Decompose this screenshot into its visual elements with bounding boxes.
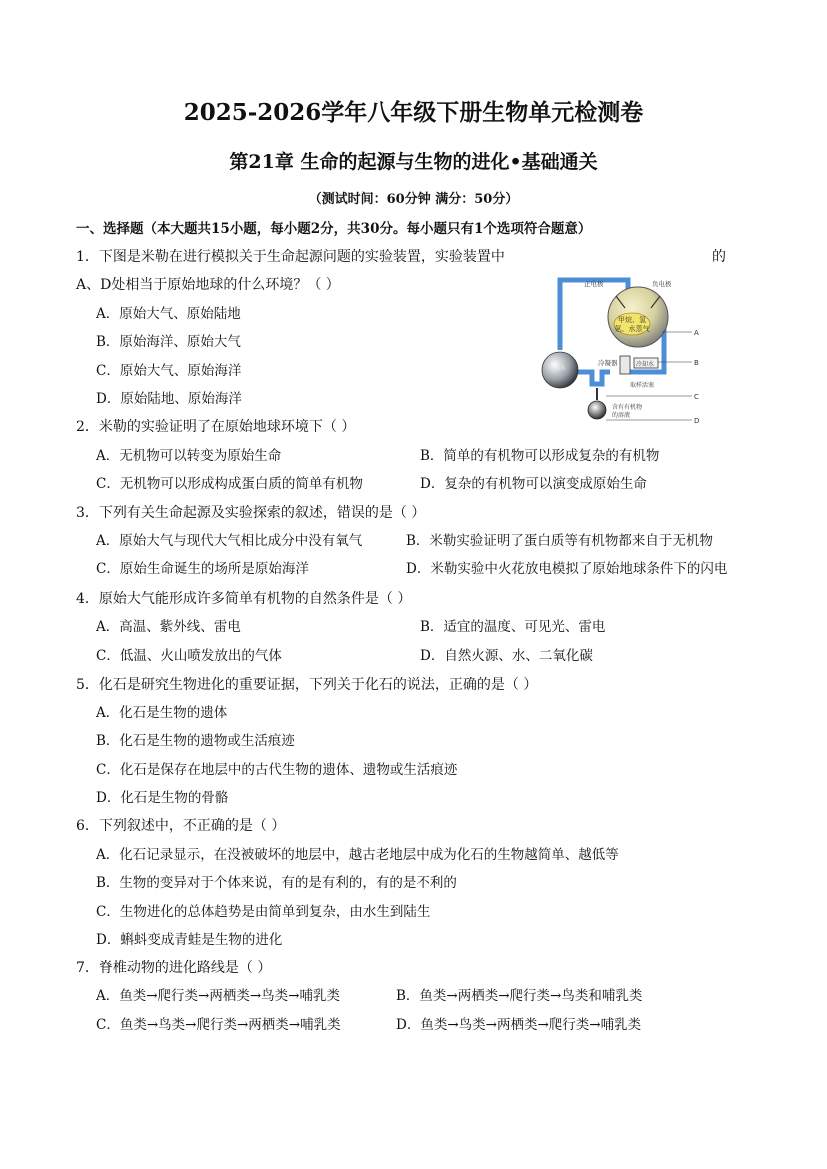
exam-meta: （测试时间：60分钟 满分：50分） [308, 192, 519, 207]
option-d: D．鱼类→鸟类→两栖类→爬行类→哺乳类 [396, 1017, 642, 1033]
option-d: D．蝌蚪变成青蛙是生物的进化 [96, 932, 283, 948]
option-b: B．原始海洋、原始大气 [96, 334, 241, 350]
option-c: C．低温、火山喷发放出的气体 [96, 648, 282, 664]
question-stem: 5．化石是研究生物进化的重要证据，下列关于化石的说法，正确的是（ ） [76, 677, 538, 693]
marker-c: C [694, 393, 699, 401]
option-c: C．无机物可以形成构成蛋白质的简单有机物 [96, 476, 363, 492]
gas-label-1: 甲烷、氢 [618, 316, 646, 324]
option-b: B．化石是生物的遗物或生活痕迹 [96, 733, 295, 749]
option-a: A．原始大气、原始陆地 [96, 306, 241, 322]
label-electrode-left: 正电极 [584, 280, 604, 288]
question-stem: 4．原始大气能形成许多简单有机物的自然条件是（ ） [76, 591, 412, 607]
option-b: B．生物的变异对于个体来说，有的是有利的，有的是不利的 [96, 875, 457, 891]
option-a: A．高温、紫外线、雷电 [96, 619, 241, 635]
marker-d: D [694, 417, 700, 425]
option-b: B．鱼类→两栖类→爬行类→鸟类和哺乳类 [396, 988, 643, 1004]
marker-b: B [694, 359, 699, 367]
option-d: D．化石是生物的骨骼 [96, 790, 229, 806]
condenser [620, 356, 630, 374]
option-c: C．化石是保存在地层中的古代生物的遗体、遗物或生活痕迹 [96, 762, 458, 778]
gas-label-2: 氨、水蒸气 [614, 325, 650, 333]
sample-bulb [588, 401, 606, 419]
option-c: C．生物进化的总体趋势是由简单到复杂，由水生到陆生 [96, 904, 431, 920]
option-c: C．原始大气、原始海洋 [96, 363, 242, 379]
chapter-subtitle: 第21章 生命的起源与生物的进化•基础通关 [229, 151, 598, 173]
option-c: C．鱼类→鸟类→爬行类→两栖类→哺乳类 [96, 1017, 341, 1033]
question-stem: 6．下列叙述中，不正确的是（ ） [76, 818, 286, 834]
glass-tube-bottom [578, 372, 610, 384]
label-organic-1: 含有有机物 [612, 404, 643, 411]
question-stem: 7．脊椎动物的进化路线是（ ） [76, 960, 272, 976]
question-stem: 2．米勒的实验证明了在原始地球环境下（ ） [76, 419, 356, 435]
label-boiling-water: 沸水 [554, 365, 567, 372]
question-stem-line2: A、D处相当于原始地球的什么环境？（ ） [76, 277, 340, 293]
option-a: A．无机物可以转变为原始生命 [96, 448, 282, 464]
option-d: D．原始陆地、原始海洋 [96, 391, 242, 407]
label-cooling-water: 冷却水 [636, 361, 655, 368]
label-organic-2: 的溶液 [612, 412, 631, 419]
section-heading: 一、选择题（本大题共15小题，每小题2分，共30分。每小题只有1个选项符合题意） [76, 221, 592, 237]
option-d: D．米勒实验中火花放电模拟了原始地球条件下的闪电 [406, 561, 728, 577]
question-stem: 3．下列有关生命起源及实验探索的叙述，错误的是（ ） [76, 505, 426, 521]
option-c: C．原始生命诞生的场所是原始海洋 [96, 561, 309, 577]
label-condenser: 冷凝器 [598, 359, 618, 367]
option-d: D．自然火源、水、二氧化碳 [420, 648, 593, 664]
exam-title: 2025-2026学年八年级下册生物单元检测卷 [183, 99, 644, 126]
option-a: A．化石是生物的遗体 [96, 705, 228, 721]
question-stem-tail: 的 [712, 249, 726, 265]
miller-apparatus-figure [540, 272, 710, 432]
option-b: B．简单的有机物可以形成复杂的有机物 [420, 448, 660, 464]
option-a: A．鱼类→爬行类→两栖类→鸟类→哺乳类 [96, 988, 340, 1004]
option-a: A．化石记录显示，在没被破坏的地层中，越古老地层中成为化石的生物越简单、越低等 [96, 847, 619, 863]
marker-a: A [694, 329, 699, 337]
label-electrode-right: 负电极 [652, 280, 672, 288]
question-stem: 1．下图是米勒在进行模拟关于生命起源问题的实验装置，实验装置中 [76, 249, 505, 265]
option-b: B．米勒实验证明了蛋白质等有机物都来自于无机物 [406, 533, 713, 549]
option-d: D．复杂的有机物可以演变成原始生命 [420, 476, 647, 492]
option-b: B．适宜的温度、可见光、雷电 [420, 619, 606, 635]
option-a: A．原始大气与现代大气相比成分中没有氧气 [96, 533, 363, 549]
label-stopcock: 取样活塞 [630, 382, 655, 389]
